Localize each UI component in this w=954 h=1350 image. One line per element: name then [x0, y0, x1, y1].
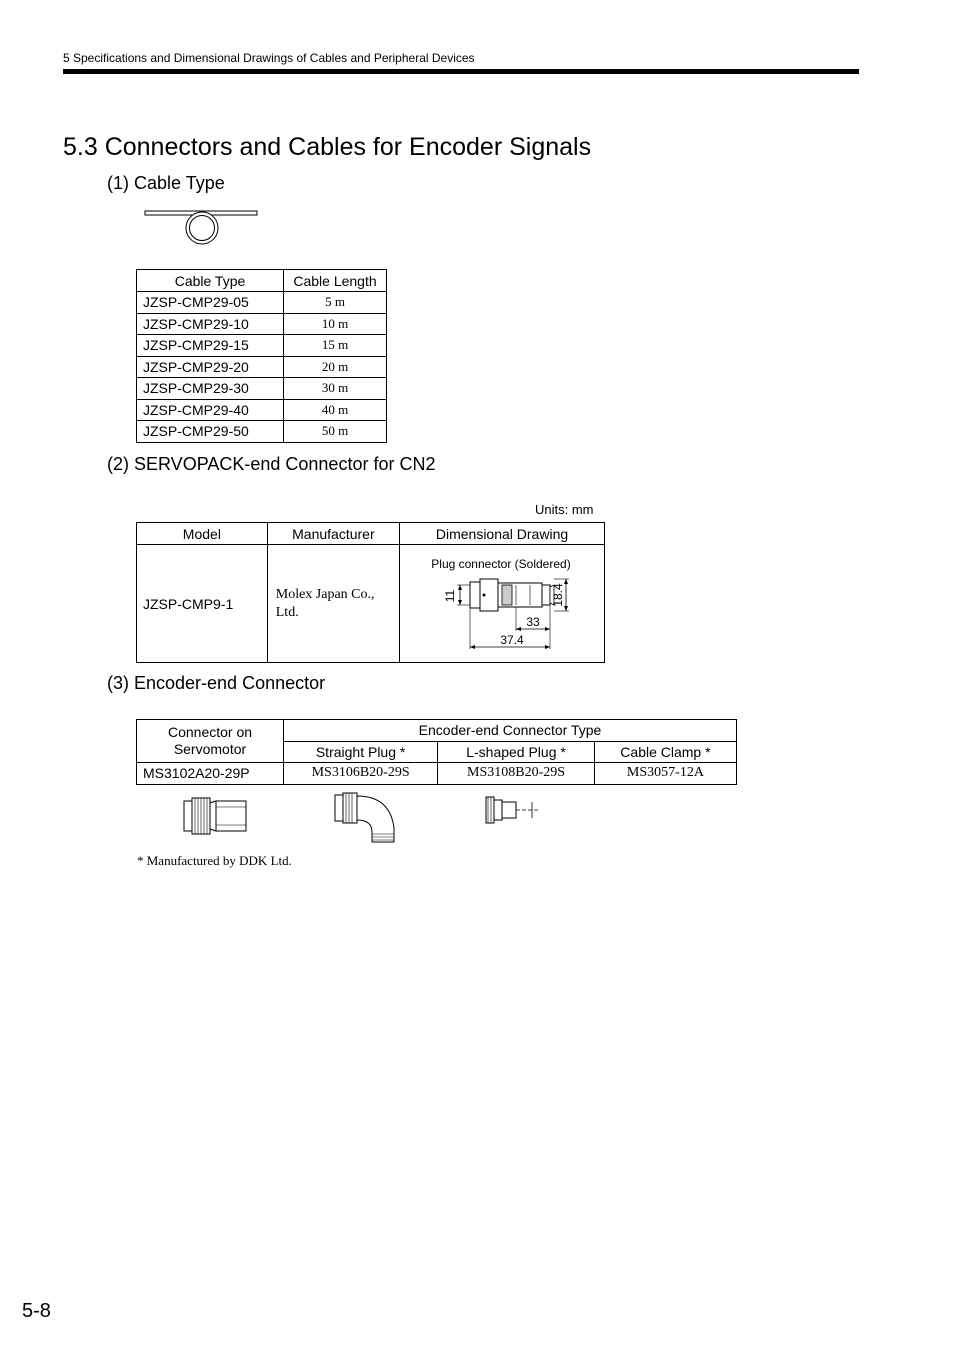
cable-type-table	[136, 269, 387, 443]
cable-type-heading: (1) Cable Type	[107, 173, 225, 193]
manufacturer-line-2: Ltd.	[275, 604, 299, 620]
servopack-connector-table	[136, 522, 605, 663]
drawing-caption: Plug connector (Soldered)	[431, 557, 571, 571]
col-straight-plug: Straight Plug *	[284, 741, 438, 763]
cable-length: 10 m	[284, 313, 387, 335]
table-row	[137, 292, 387, 314]
cable-length: 15 m	[284, 335, 387, 357]
dim-total-label: 37.4	[500, 633, 524, 647]
table-row	[137, 378, 387, 400]
straight-plug-model: MS3106B20-29S	[284, 763, 438, 785]
table-row	[137, 421, 387, 443]
dim-right-label: 18.4	[551, 583, 565, 607]
table-row	[137, 545, 605, 663]
encoder-connector-heading: (3) Encoder-end Connector	[107, 673, 326, 693]
col-cable-type: Cable Type	[137, 270, 284, 292]
cable-clamp-model: MS3057-12A	[594, 763, 736, 785]
cable-length: 40 m	[284, 399, 387, 421]
cable-model: JZSP-CMP29-05	[137, 292, 284, 314]
col-cable-length: Cable Length	[284, 270, 387, 292]
col-encoder-end-type: Encoder-end Connector Type	[284, 720, 737, 742]
manufacturer-line-1: Molex Japan Co.,	[275, 586, 375, 602]
running-header: 5 Specifications and Dimensional Drawings of Cables and Peripheral Devices	[63, 51, 475, 65]
col-manufacturer: Manufacturer	[267, 523, 399, 545]
col-l-shaped-plug: L-shaped Plug *	[438, 741, 595, 763]
dimensional-drawing-cell	[400, 545, 605, 663]
cable-length: 5 m	[284, 292, 387, 314]
cable-length: 20 m	[284, 356, 387, 378]
cable-coil-illustration	[140, 205, 265, 247]
encoder-connector-table	[136, 719, 737, 785]
col-connector-on-servomotor	[137, 720, 284, 763]
cable-model: JZSP-CMP29-15	[137, 335, 284, 357]
table-row	[137, 399, 387, 421]
cable-model: JZSP-CMP29-50	[137, 421, 284, 443]
servomotor-connector-model: MS3102A20-29P	[137, 763, 284, 785]
units-label: Units: mm	[535, 502, 594, 517]
table-row	[137, 313, 387, 335]
cable-clamp-illustration	[482, 793, 542, 827]
dim-inner-label: 33	[526, 615, 540, 629]
connector-manufacturer	[267, 545, 399, 663]
table-row	[137, 356, 387, 378]
straight-plug-illustration	[180, 795, 252, 837]
cable-model: JZSP-CMP29-10	[137, 313, 284, 335]
table-row	[137, 763, 737, 785]
plug-connector-drawing	[400, 545, 604, 662]
col-dimensional-drawing: Dimensional Drawing	[400, 523, 605, 545]
cable-model: JZSP-CMP29-30	[137, 378, 284, 400]
col-cable-clamp: Cable Clamp *	[594, 741, 736, 763]
section-title: 5.3 Connectors and Cables for Encoder Signals	[63, 133, 592, 161]
cable-model: JZSP-CMP29-20	[137, 356, 284, 378]
col-first-line-1: Connector on	[167, 724, 253, 740]
col-model: Model	[137, 523, 268, 545]
col-first-line-2: Servomotor	[173, 741, 247, 757]
footnote: * Manufactured by DDK Ltd.	[137, 853, 292, 868]
table-row	[137, 335, 387, 357]
header-rule	[63, 69, 859, 74]
cable-length: 30 m	[284, 378, 387, 400]
l-shaped-plug-model: MS3108B20-29S	[438, 763, 595, 785]
servopack-connector-heading: (2) SERVOPACK-end Connector for CN2	[107, 454, 436, 474]
dim-height-label: 11	[443, 589, 457, 603]
l-shaped-plug-illustration	[332, 792, 400, 844]
connector-model: JZSP-CMP9-1	[137, 545, 268, 663]
cable-model: JZSP-CMP29-40	[137, 399, 284, 421]
page-number: 5-8	[22, 1300, 51, 1322]
cable-length: 50 m	[284, 421, 387, 443]
